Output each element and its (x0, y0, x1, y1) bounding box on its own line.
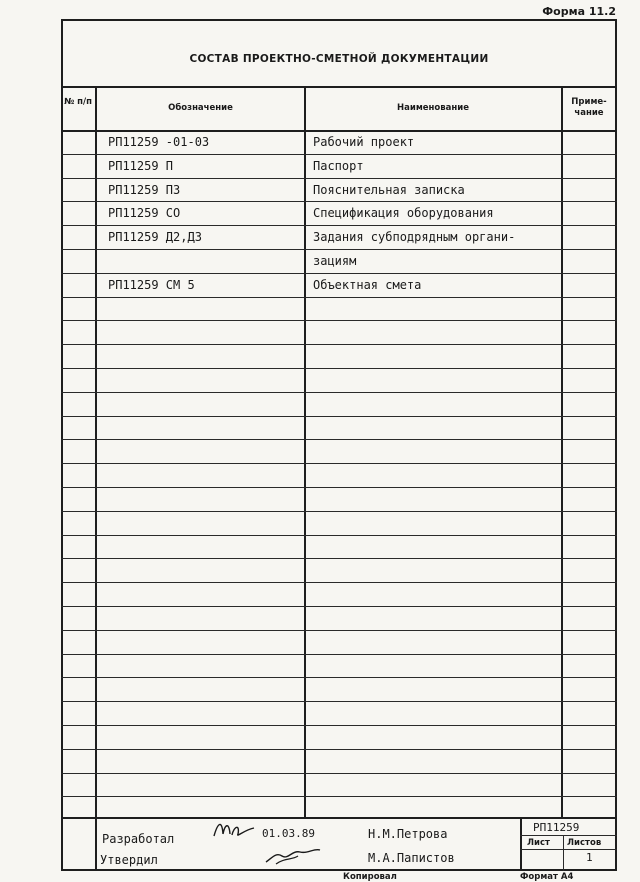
approved-label: Утвердил (100, 853, 158, 867)
footer-stamp-line-2 (520, 849, 617, 850)
row-line (61, 654, 617, 655)
developer-name: Н.М.Петрова (368, 827, 448, 841)
footer-divider (61, 817, 617, 819)
row-line (61, 725, 617, 726)
row-designation: РП11259 СМ 5 (108, 277, 195, 292)
row-line (61, 606, 617, 607)
row-line (61, 558, 617, 559)
document-title: СОСТАВ ПРОЕКТНО-СМЕТНОЙ ДОКУМЕНТАЦИИ (189, 53, 489, 65)
row-line (61, 463, 617, 464)
row-line (61, 796, 617, 797)
approver-name: М.А.Папистов (368, 851, 455, 865)
header-note: Приме- чание (571, 97, 607, 118)
row-line (61, 368, 617, 369)
row-name: Задания субподрядным органи- (313, 230, 516, 245)
footer-stamp-line-1 (520, 835, 617, 836)
footer-stamp-split (563, 835, 564, 871)
row-line (61, 582, 617, 583)
row-name: Пояснительная записка (313, 182, 465, 197)
row-name: Объектная смета (313, 277, 422, 292)
footer-left-border (95, 817, 97, 871)
sheets-label: Листов (567, 838, 602, 848)
header-name: Наименование (397, 103, 469, 113)
header-num: № п/п (63, 97, 93, 107)
form-label: Форма 11.2 (542, 5, 616, 18)
format-label: Формат А4 (520, 872, 574, 882)
row-line (61, 487, 617, 488)
row-line (61, 297, 617, 298)
row-name: зациям (313, 254, 357, 268)
row-name: Спецификация оборудования (313, 206, 494, 221)
row-line (61, 273, 617, 274)
row-line (61, 773, 617, 774)
row-line (61, 677, 617, 678)
row-line (61, 201, 617, 202)
row-line (61, 225, 617, 226)
row-name: Рабочий проект (313, 135, 415, 149)
footer-stamp-border (520, 817, 522, 871)
column-divider (304, 86, 306, 817)
developer-signature (210, 818, 260, 842)
row-line (61, 154, 617, 155)
row-line (61, 511, 617, 512)
row-name: Паспорт (313, 158, 364, 173)
row-line (61, 749, 617, 750)
doc-code: РП11259 (533, 821, 580, 834)
row-line (61, 178, 617, 179)
column-divider (561, 86, 563, 817)
row-designation: РП11259 Д2,ДЗ (108, 230, 202, 245)
row-designation: РП11259 ПЗ (108, 182, 181, 197)
header-designation: Обозначение (168, 103, 233, 113)
row-designation: РП11259 -01-03 (108, 135, 210, 149)
title-divider (61, 86, 617, 88)
row-line (61, 630, 617, 631)
row-line (61, 392, 617, 393)
approver-signature (262, 842, 324, 866)
row-line (61, 701, 617, 702)
row-line (61, 249, 617, 250)
sign-date: 01.03.89 (262, 827, 315, 840)
sheets-value: 1 (586, 851, 593, 864)
column-divider (95, 86, 97, 817)
row-line (61, 535, 617, 536)
row-line (61, 344, 617, 345)
row-line (61, 320, 617, 321)
row-line (61, 439, 617, 440)
row-line (61, 416, 617, 417)
header-divider (61, 130, 617, 132)
row-designation: РП11259 П (108, 158, 174, 173)
sheet-label: Лист (527, 838, 550, 848)
developed-label: Разработал (102, 832, 175, 846)
copied-label: Копировал (343, 872, 397, 882)
row-designation: РП11259 СО (108, 206, 181, 221)
